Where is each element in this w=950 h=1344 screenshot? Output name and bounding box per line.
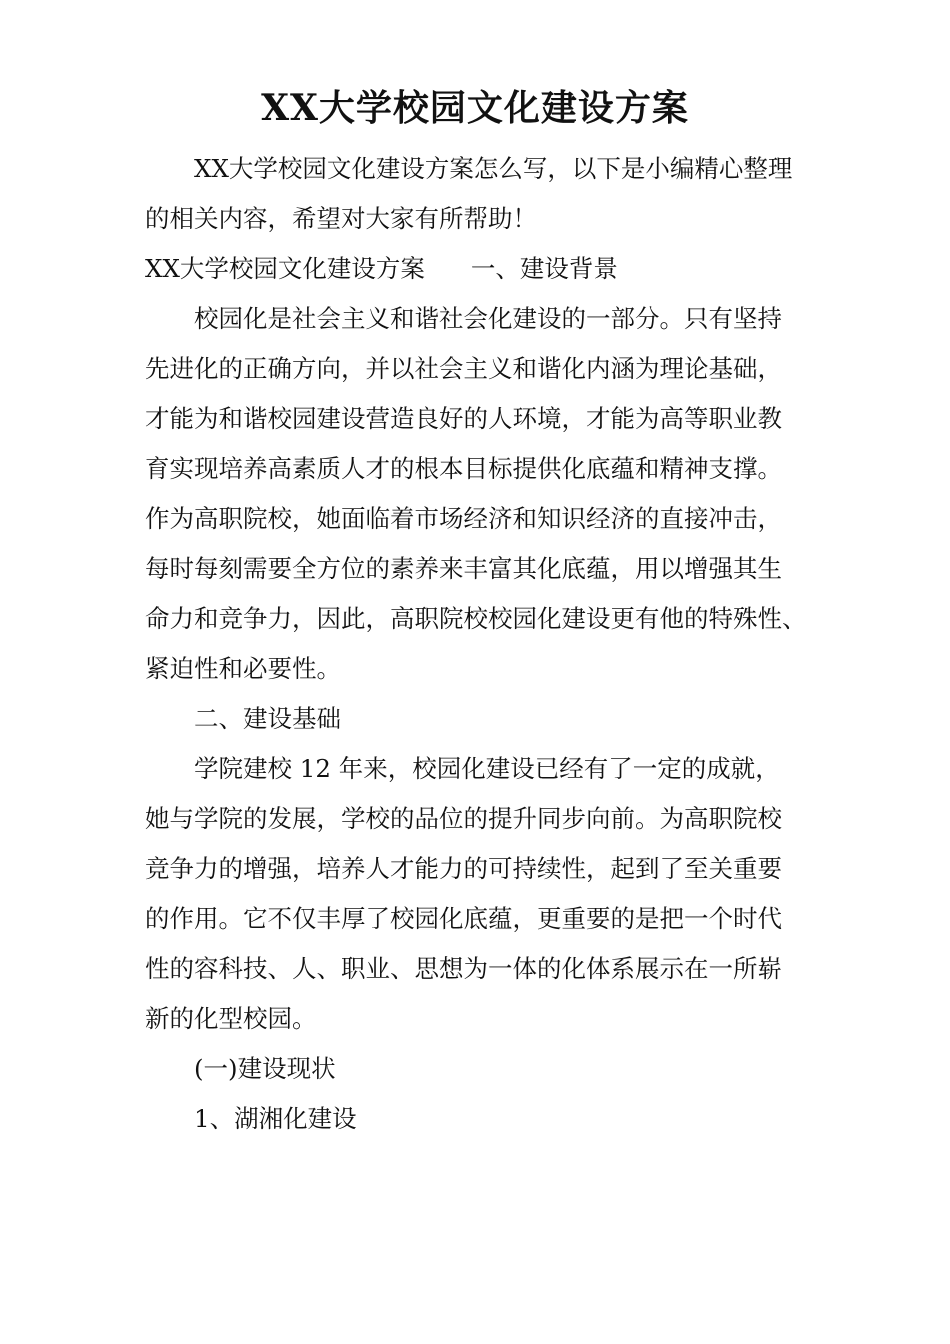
paragraph-line: 性的容科技、人、职业、思想为一体的化体系展示在一所崭 (145, 954, 782, 983)
paragraph-line: 校园化是社会主义和谐社会化建设的一部分。只有坚持 (194, 304, 782, 333)
paragraph-line: 新的化型校园。 (145, 1004, 317, 1033)
paragraph-line: XX大学校园文化建设方案怎么写，以下是小编精心整理 (194, 154, 793, 183)
paragraph-line: 作为高职院校，她面临着市场经济和知识经济的直接冲击， (145, 504, 782, 533)
paragraph-line: 育实现培养高素质人才的根本目标提供化底蕴和精神支撑。 (145, 454, 782, 483)
paragraph-line: 学院建校 12 年来，校园化建设已经有了一定的成就， (194, 754, 780, 783)
section-heading-line (145, 244, 810, 294)
paragraph-line: 每时每刻需要全方位的素养来丰富其化底蕴，用以增强其生 (145, 554, 782, 583)
paragraph-line: 命力和竞争力，因此，高职院校校园化建设更有他的特殊性、 (145, 604, 807, 633)
paragraph-line: 先进化的正确方向，并以社会主义和谐化内涵为理论基础， (145, 354, 782, 383)
document-body (145, 144, 810, 1144)
paragraph-line: 才能为和谐校园建设营造良好的人环境，才能为高等职业教 (145, 404, 782, 433)
paragraph-line: 的相关内容，希望对大家有所帮助！ (145, 204, 537, 233)
heading-left-text: XX大学校园文化建设方案 (145, 254, 425, 283)
paragraph-line: 她与学院的发展，学校的品位的提升同步向前。为高职院校 (145, 804, 782, 833)
document-title: XX大学校园文化建设方案 (261, 87, 689, 129)
subsection-heading: (一)建设现状 (194, 1054, 336, 1083)
paragraph-line: 的作用。它不仅丰厚了校园化底蕴，更重要的是把一个时代 (145, 904, 782, 933)
section-heading: 二、建设基础 (194, 704, 341, 733)
paragraph-line: 竞争力的增强，培养人才能力的可持续性，起到了至关重要 (145, 854, 782, 883)
subsection-heading: 1、湖湘化建设 (194, 1104, 357, 1133)
heading-right-text: 一、建设背景 (470, 254, 618, 283)
paragraph-line: 紧迫性和必要性。 (145, 654, 341, 683)
